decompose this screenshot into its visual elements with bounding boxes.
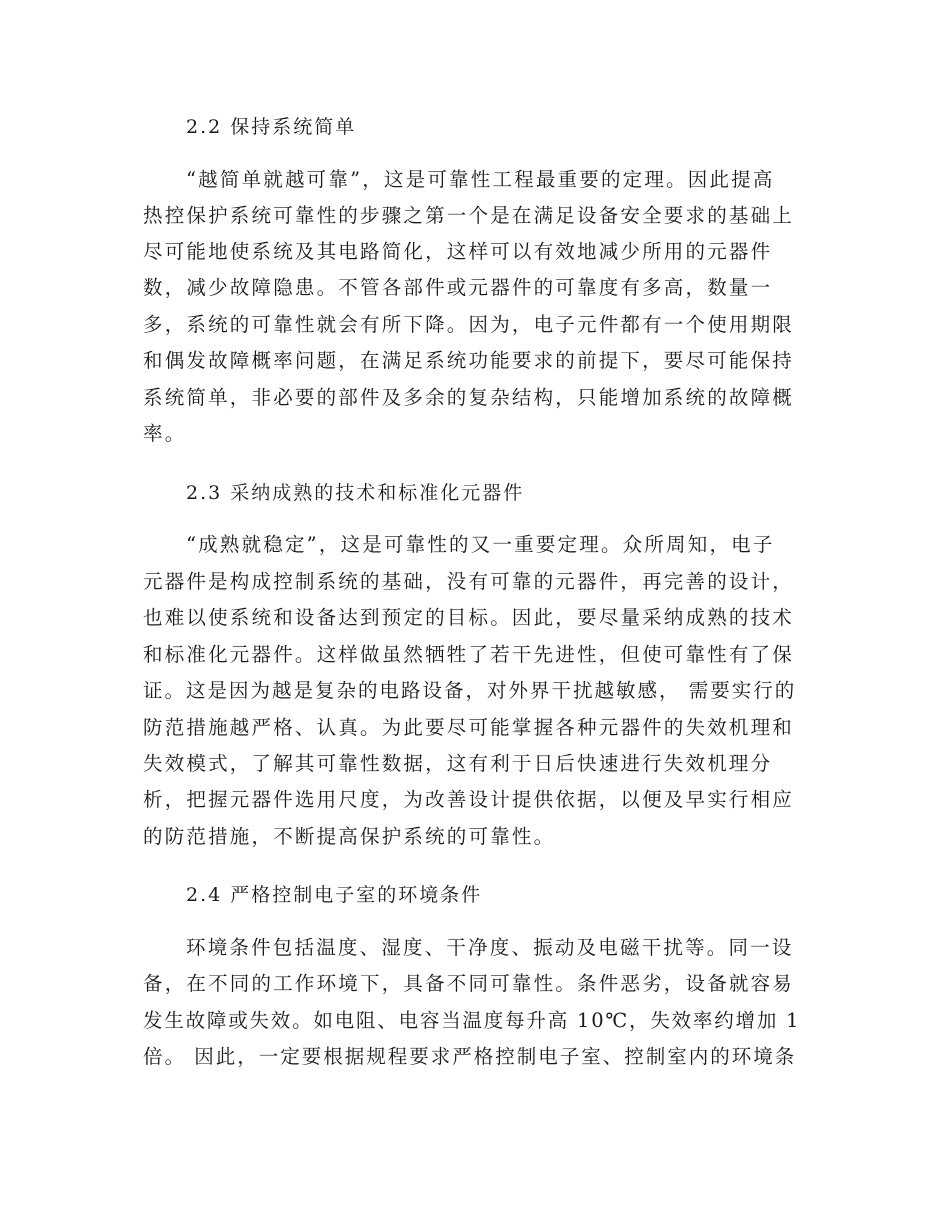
- paragraph-line: “越简单就越可靠”，这是可靠性工程最重要的定理。因此提高: [186, 168, 775, 191]
- paragraph-line: 多，系统的可靠性就会有所下降。因为，电子元件都有一个使用期限: [143, 313, 795, 336]
- paragraph-line: 系统简单，非必要的部件及多余的复杂结构，只能增加系统的故障概: [143, 386, 795, 409]
- paragraph-line: 防范措施越严格、认真。为此要尽可能掌握各种元器件的失效机理和: [143, 716, 795, 739]
- paragraph-line: 数，减少故障隐患。不管各部件或元器件的可靠度有多高，数量一: [143, 276, 773, 299]
- paragraph-line: 也难以使系统和设备达到预定的目标。因此，要尽量采纳成熟的技术: [143, 606, 795, 629]
- paragraph-line: 倍。 因此，一定要根据规程要求严格控制电子室、控制室内的环境条: [143, 1045, 797, 1068]
- paragraph-line: 尽可能地使系统及其电路简化，这样可以有效地减少所用的元器件: [143, 240, 773, 263]
- paragraph-line: 热控保护系统可靠性的步骤之第一个是在满足设备安全要求的基础上: [143, 204, 795, 227]
- paragraph-line: 备，在不同的工作环境下，具备不同可靠性。条件恶劣，设备就容易: [143, 972, 795, 995]
- paragraph-line: 的防范措施，不断提高保护系统的可靠性。: [143, 825, 556, 848]
- section-heading-2-2: 2.2 保持系统简单: [186, 116, 357, 138]
- paragraph-line: 和偶发故障概率问题，在满足系统功能要求的前提下，要尽可能保持: [143, 349, 795, 372]
- paragraph-line: 环境条件包括温度、湿度、干净度、振动及电磁干扰等。同一设: [186, 936, 794, 959]
- paragraph-line: 证。这是因为越是复杂的电路设备，对外界干扰越敏感， 需要实行的: [143, 679, 797, 702]
- section-heading-2-4: 2.4 严格控制电子室的环境条件: [186, 884, 483, 906]
- paragraph-line: 失效模式，了解其可靠性数据，这有利于日后快速进行失效机理分: [143, 752, 773, 775]
- paragraph-line: 发生故障或失效。如电阻、电容当温度每升高 10℃，失效率约增加 1: [143, 1009, 801, 1032]
- paragraph-line: 元器件是构成控制系统的基础，没有可靠的元器件，再完善的设计，: [143, 570, 795, 593]
- paragraph-line: 和标准化元器件。这样做虽然牺牲了若干先进性，但使可靠性有了保: [143, 643, 795, 666]
- section-heading-2-3: 2.3 采纳成熟的技术和标准化元器件: [186, 482, 525, 504]
- paragraph-line: 析，把握元器件选用尺度，为改善设计提供依据，以便及早实行相应: [143, 788, 795, 811]
- paragraph-line: 率。: [143, 422, 187, 445]
- paragraph-line: “成熟就稳定”，这是可靠性的又一重要定理。众所周知，电子: [186, 533, 775, 556]
